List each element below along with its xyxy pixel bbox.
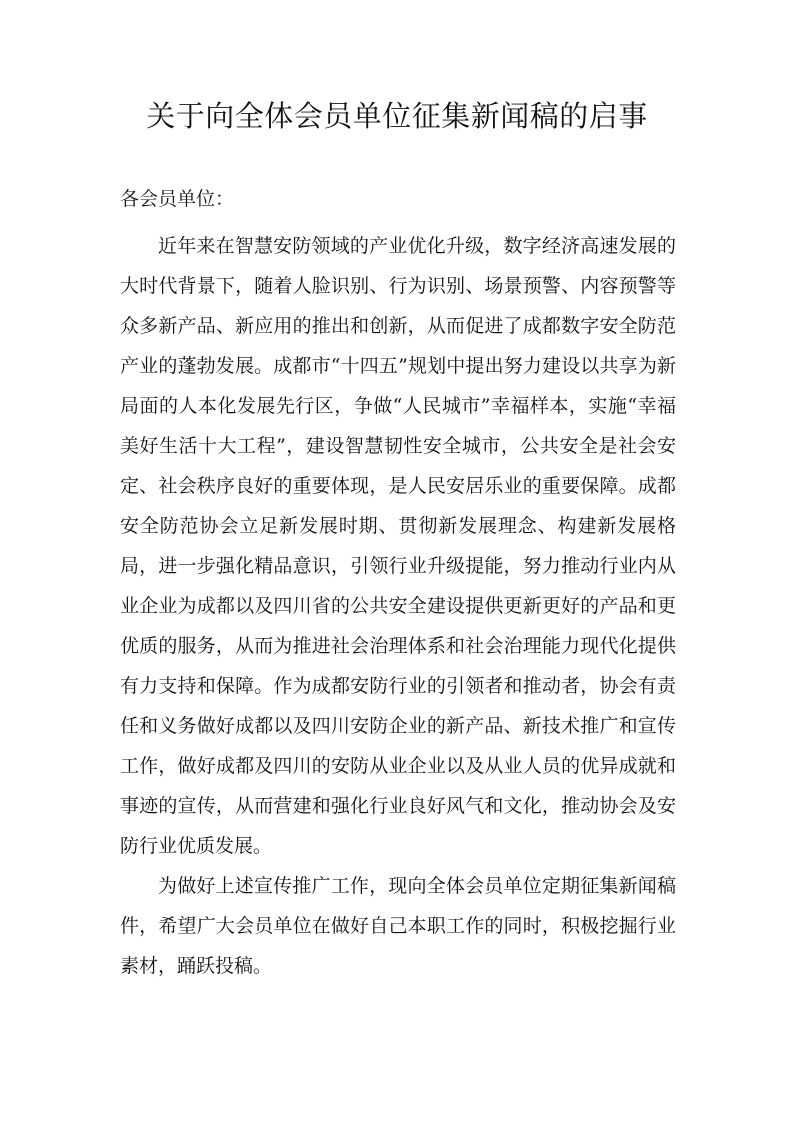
document-body [120,226,676,986]
body-paragraph-2: 为做好上述宣传推广工作，现向全体会员单位定期征集新闻稿件，希望广大会员单位在做好自己本职工作的同时，积极挖掘行业素材，踊跃投稿。 [120,875,676,977]
salutation: 各会员单位： [120,188,235,210]
body-paragraph-1: 近年来在智慧安防领域的产业优化升级，数字经济高速发展的大时代背景下，随着人脸识别、行为识别、场景预警、内容预警等众多新产品、新应用的推出和创新，从而促进了成都数字安全防范产业的蓬勃发展。成都市“十四五”规划中提出努力建设以共享为新局面的人本化发展先行区，争做“人民城市”幸福样本，实施“幸福美好生活十大工程”，建设智慧韧性安全城市，公共安全是社会安定、社会秩序良好的重要体现，是人民安居乐业的重要保障。成都安全防范协会立足新发展时期、贯彻新发展理念、构建新发展格局，进一步强化精品意识，引领行业升级提能，努力推动行业内从业企业为成都以及四川省的公共安全建设提供更新更好的产品和更优质的服务，从而为推进社会治理体系和社会治理能力现代化提供有力支持和保障。作为成都安防行业的引领者和推动者，协会有责任和义务做好成都以及四川安防企业的新产品、新技术推广和宣传工作，做好成都及四川的安防从业企业以及从业人员的优异成就和事迹的宣传，从而营建和强化行业良好风气和文化，推动协会及安防行业优质发展。 [120,235,676,857]
document-title: 关于向全体会员单位征集新闻稿的启事 [146,99,648,133]
